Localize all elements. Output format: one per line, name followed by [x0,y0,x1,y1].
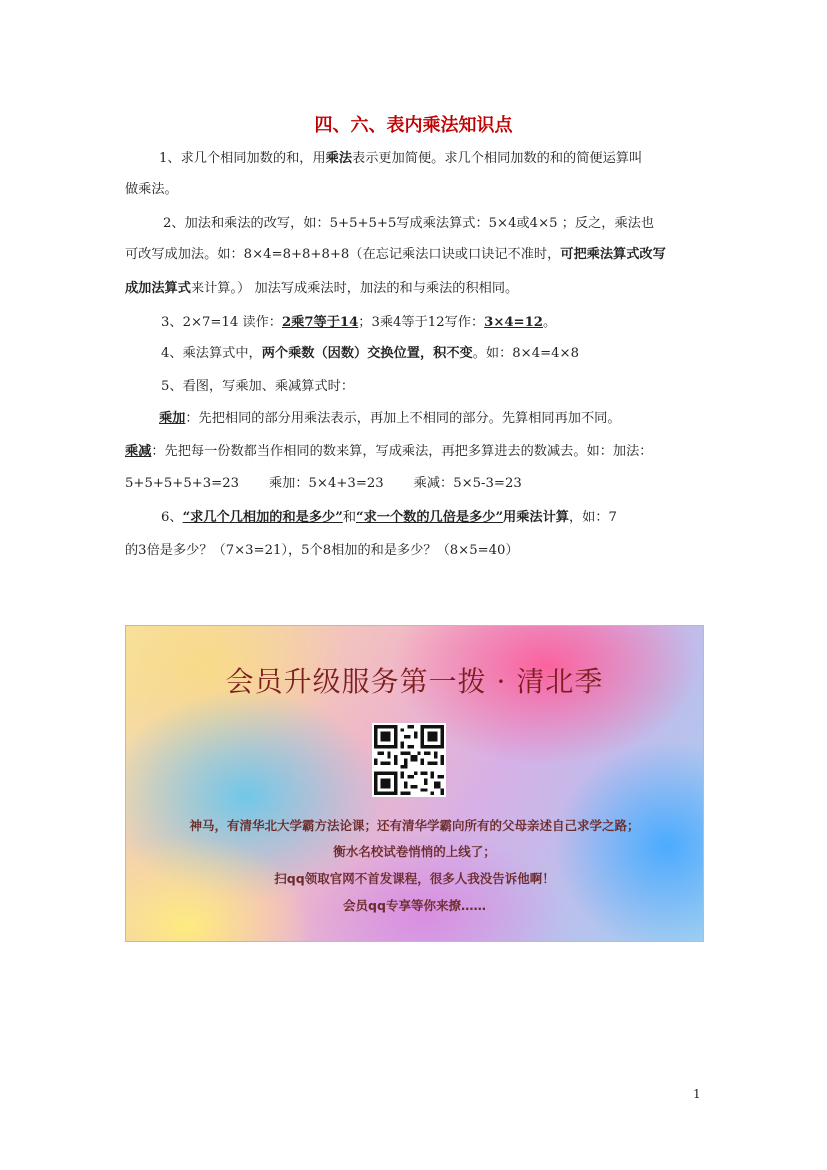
text: 乘加：5×4+3=23 [268,476,384,491]
text: ；3乘4等于12写作： [358,315,485,330]
banner-title: 会员升级服务第一拨 · 清北季 [225,665,604,698]
text: 乘减：5×5-3=23 [413,476,522,491]
point-5-line: 5、看图，写乘加、乘减算式时： [161,379,355,394]
text: 来计算。） 加法写成乘法时，加法的和与乘法的积相同。 [190,281,519,296]
point-6-line-1 [161,508,617,528]
text: 4、乘法算式中， [161,346,262,361]
multiply-subtract-line-1 [125,442,653,462]
keyword: 乘减 [125,444,152,459]
keyword: 两个乘数（因数）交换位置，积不变 [261,346,473,361]
banner-line-1: 神马，有清华北大学霸方法论课；还有清华学霸向所有的父母亲述自己求学之路； [189,818,640,833]
promo-banner[interactable] [125,625,704,942]
multiply-subtract-line-2 [125,474,522,494]
keyword: 乘法 [325,151,353,166]
point-2-line-1: 2、加法和乘法的改写，如：5+5+5+5写成乘法算式：5×4或4×5 ；反之，乘法也 [163,216,655,231]
keyword: “求一个数的几倍是多少” [356,510,504,525]
text: ：先把每一份数都当作相同的数来算，写成乘法，再把多算进去的数减去。如：加法： [151,444,653,459]
multiply-add-line [159,409,621,429]
point-4-line [161,344,579,364]
keyword: 2乘7等于14 [282,315,359,330]
keyword: 用乘法计算 [503,510,569,525]
point-3-line [161,313,556,333]
page-number: 1 [693,1087,701,1101]
keyword: 3×4=12 [484,315,543,330]
point-1-line-1 [159,149,642,169]
text: 5+5+5+5+3=23 [125,476,239,491]
point-2-line-3 [125,279,518,299]
keyword: 可把乘法算式改写 [560,247,666,262]
point-6-line-2: 的3倍是多少？（7×3=21），5个8相加的和是多少？（8×5=40） [125,543,519,558]
banner-line-3: 扫qq领取官网不首发课程，很多人我没告诉他啊！ [274,871,555,886]
page-title: 四、六、表内乘法知识点 [314,115,513,136]
point-1-line-2: 做乘法。 [125,182,178,197]
text: ，如：7 [568,510,617,525]
text: 表示更加简便。求几个相同加数的和的简便运算叫 [352,151,643,166]
text: 和 [342,510,356,525]
qr-code-icon[interactable] [372,723,446,797]
point-2-line-2 [125,245,666,265]
text: 。如：8×4=4×8 [472,346,579,361]
banner-line-2: 衡水名校试卷悄悄的上线了； [333,844,496,859]
text: 3、2×7=14 读作： [161,315,282,330]
text: 1、求几个相同加数的和，用 [159,151,326,166]
banner-line-4: 会员qq专享等你来撩…… [343,898,486,913]
keyword: 成加法算式 [125,281,191,296]
keyword: “求几个几相加的和是多少” [182,510,343,525]
text: ：先把相同的部分用乘法表示，再加上不相同的部分。先算相同再加不同。 [185,411,621,426]
text: 可改写成加法。如：8×4=8+8+8+8（在忘记乘法口诀或口诀记不准时， [125,247,561,262]
text: 6、 [161,510,183,525]
text: 。 [542,315,557,330]
keyword: 乘加 [159,411,186,426]
